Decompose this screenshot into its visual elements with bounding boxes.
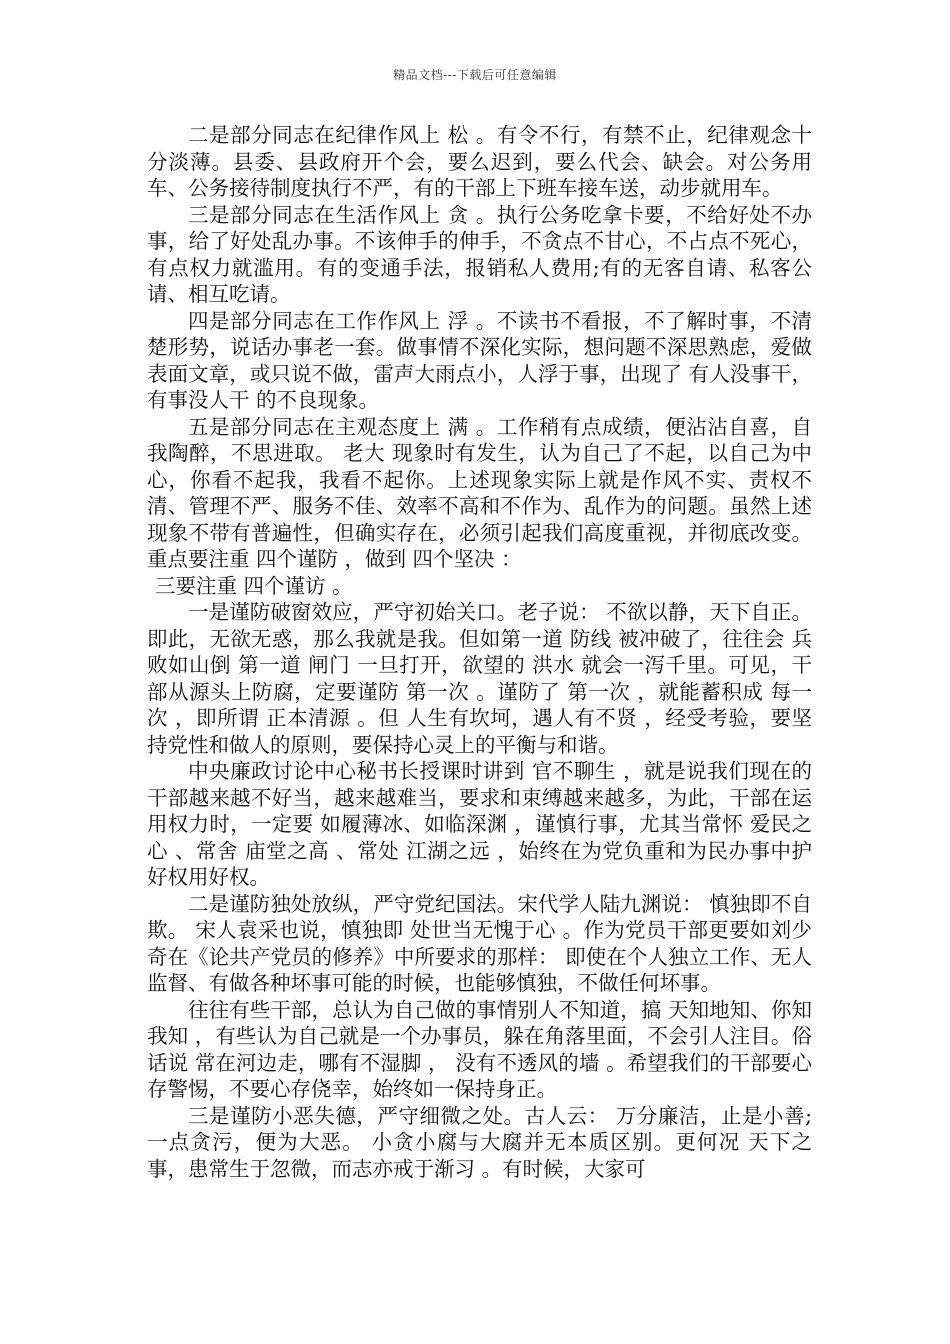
paragraph: 二是部分同志在纪律作风上 松 。有令不行，有禁不止，纪律观念十分淡薄。县委、县政府开个会，要么迟到，要么代会、缺会。对公务用车、公务接待制度执行不严，有的干部上下班车接车送，动步就用车。	[147, 123, 812, 200]
paragraph: 一是谨防破窗效应，严守初始关口。老子说： 不欲以静，天下自正。 即此，无欲无惑，那么我就是我。但如第一道 防线 被冲破了，往往会 兵败如山倒 第一道 闸门 一旦打开，欲望的 洪水 就会一泻千里。可见，干部从源头上防腐，定要谨防 第一次 。谨防了 第一次 ，就能蓄积成 每一次 ，即所谓 正本清源 。但 人生有坎坷，遇人有不贤 ，经受考验，要坚持党性和做人的原则，要保持心灵上的平衡与和谐。	[147, 600, 812, 757]
paragraph: 二是谨防独处放纵，严守党纪国法。宋代学人陆九渊说： 慎独即不自欺。 宋人袁采也说，慎独即 处世当无愧于心 。作为党员干部更要如刘少奇在《论共产党员的修养》中所要求的那样： 即使在个人独立工作、无人监督、有做各种坏事可能的时候，也能够慎独，不做任何坏事。	[147, 891, 812, 995]
paragraph: 中央廉政讨论中心秘书长授课时讲到 官不聊生 ，就是说我们现在的干部越来越不好当，越来越难当，要求和束缚越来越多，为此，干部在运用权力时，一定要 如履薄冰、如临深渊 ，谨慎行事，尤其当常怀 爱民之心 、常舍 庙堂之高 、常处 江湖之远 ，始终在为党负重和为民办事中护好权用好权。	[147, 759, 812, 889]
paragraph: 往往有些干部，总认为自己做的事情别人不知道，搞 天知地知、你知我知 ，有些认为自己就是一个办事员，躲在角落里面，不会引人注目。俗话说 常在河边走，哪有不湿脚 ， 没有不透风的墙 。希望我们的干部要心存警惕，不要心存侥幸，始终如一保持身正。	[147, 997, 812, 1101]
paragraph: 五是部分同志在主观态度上 满 。工作稍有点成绩，便沾沾自喜，自我陶醉，不思进取。 老大 现象时有发生，认为自己了不起，以自己为中心，你看不起我，我看不起你。上述现象实际上就是作风不实、责权不清、管理不严、服务不佳、效率不高和不作为、乱作为的问题。虽然上述现象不带有普遍性，但确实存在，必须引起我们高度重视，并彻底改变。重点要注重 四个谨防 ，做到 四个坚决 ：	[147, 414, 812, 571]
paragraph: 三是谨防小恶失德，严守细微之处。古人云： 万分廉洁，止是小善;一点贪污，便为大恶。 小贪小腐与大腐并无本质区别。更何况 天下之事，患常生于忽微，而志亦戒于渐习 。有时候，大家可	[147, 1103, 812, 1181]
section-heading: 三要注重 四个谨访 。	[155, 573, 353, 598]
paragraph: 四是部分同志在工作作风上 浮 。不读书不看报，不了解时事，不清楚形势，说话办事老一套。做事情不深化实际，想问题不深思熟虑，爱做表面文章，或只说不做，雷声大雨点小，人浮于事，出现了 有人没事干，有事没人干 的不良现象。	[147, 308, 812, 412]
paragraph: 三是部分同志在生活作风上 贪 。执行公务吃拿卡要，不给好处不办事，给了好处乱办事。不该伸手的伸手，不贪点不甘心，不占点不死心，有点权力就滥用。有的变通手法，报销私人费用;有的无客自请、私客公请、相互吃请。	[147, 202, 812, 306]
document-body	[147, 122, 812, 1182]
page-header: 精品文档---下载后可任意编辑	[393, 68, 557, 82]
